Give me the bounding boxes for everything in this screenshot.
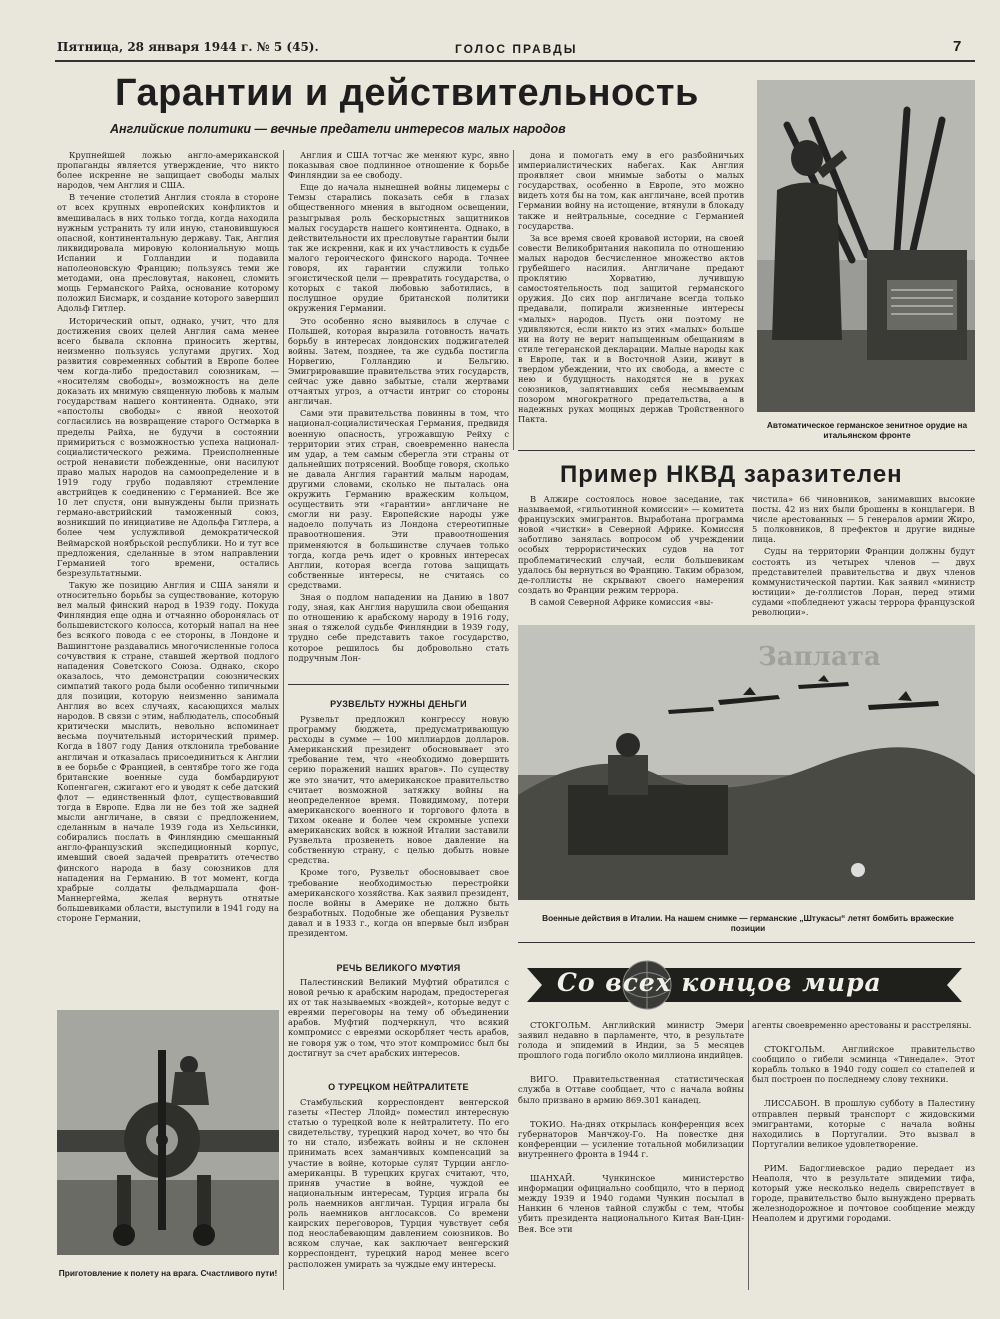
paragraph: Это особенно ясно выявилось в случае с Польшей, которая выразила готовность начать борьбу в интересах лондонских поджигателей войны. Затем, позднее, та же судьба постигла Норвегию, Голландию и Бельгию. Эмигрировавшие правительства этих государств, сейчас уже давно забытые, стали жертвами отчаятых угроз, а отчасти интриг со стороны англичан.	[288, 315, 509, 407]
mufti-article-body	[288, 977, 509, 1067]
masthead-date: Пятница, 28 января 1944 г. № 5 (45).	[57, 40, 319, 54]
news-item: ШАНХАЙ. Чункинское министерство информации официально сообщило, что в период между 1939 и 1940 годами Чункин посылал в Нанкин 6 членов тайной службы с тем, чтобы убить президента национального Китая Ван-Цин-Вея. Все эти	[518, 1173, 744, 1234]
nkvd-article-left-col	[518, 494, 744, 624]
column-rule	[283, 150, 284, 1290]
flak-gun-illustration	[757, 80, 975, 412]
mufti-article-title: РЕЧЬ ВЕЛИКОГО МУФТИЯ	[336, 963, 461, 973]
section-rule	[288, 684, 509, 685]
masthead-page-number: 7	[953, 38, 962, 55]
column-rule	[748, 1020, 749, 1290]
masthead-paper-name: ГОЛОС ПРАВДЫ	[455, 42, 578, 56]
flak-gun-photo	[757, 80, 975, 412]
main-article-subtitle: Английские политики — вечные предатели интересов малых народов	[110, 122, 566, 136]
world-news-right-col	[752, 1020, 975, 1290]
main-article-title: Гарантии и действительность	[115, 72, 699, 114]
roosevelt-article-body	[288, 714, 509, 956]
paragraph: Англия и США тотчас же меняют курс, явно показывая свое подлинное отношение к борьбе Финляндии за ее свободу.	[288, 150, 509, 181]
paragraph: Еще до начала нынешней войны лицемеры с Темзы старались показать себя в глазах общественного мнения в выгодном освещении, разыгрывая роль бескорыстных защитников малых государств нашего континента. Однако, в действительности их пресловутые гарантии были так же искренни, как и их участливость к судьбе малого героического финского народа. Точнее говоря, их гарантии служили только эгоистической цели — превратить государства, о которых с такой любовью заботились, в послушное орудие британской политики окружения Германии.	[288, 182, 509, 314]
turkey-article-body	[288, 1097, 509, 1290]
roosevelt-article-title: РУЗВЕЛЬТУ НУЖНЫ ДЕНЬГИ	[330, 699, 467, 709]
main-article-col1	[57, 150, 279, 1005]
paragraph: Кроме того, Рузвельт обосновывает свое требование необходимостью перестройки американского хозяйства. Как заявил президент, после войны в Америке не должно быть безработных. Подобные же обещания Рузвельт давал и в 1933 г., когда он впервые был избран президентом.	[288, 867, 509, 938]
paragraph: Суды на территории Франции должны будут состоять из четырех членов — двух представителей правительства и двух членов коммунистической партии. Как заявил «министр юстиции» де-голлистов Лоран, перед этими судами «побледнеют ужасы террора французской революции».	[752, 546, 975, 618]
news-item: СТОКГОЛЬМ. Английский министр Эмери заявил недавно в парламенте, что, в результате голода и эпидемий в Индии, за 5 месяцев прошлого года погибло около миллиона индийцев.	[518, 1020, 744, 1061]
paragraph: В самой Северной Африке комиссия «вы-	[530, 596, 714, 607]
paragraph: Такую же позицию Англия и США заняли и относительно борьбы за существование, которую вел малый финский народ в 1939 году. Покуда Финляндия еще одна и отчаянно оборонялась от большевистского колосса, который напал на нее без всякого повода с ее стороны, в Лондоне и Вашингтоне раздавались многочисленные голоса сочувствия к стране, ставшей жертвой подлого нападения Советского Союза. Однако, скоро оказалось, что демонстрации союзнических симпатий такого рода были особенно типичными для позиции, которую неизменно занимала Англия во всех случаях, касающихся малых народов. В связи с этим, наблюдатель, способный критически мыслить, невольно вспоминает весьма поучительный исторический пример. Когда в 1807 году Дания отклонила требование англичан и отказалась присоединиться к Англии в ее борьбе с Францией, в сентябре того же года британские военные суда бомбардируют Копенгаген, сжигают его и уводят к себе датский флот — единственный флот, существовавший тогда в Европе. Едва ли не без той же задней мысли англичане, в связи с предложением, сделанным в начале 1939 года из Хельсинки, собирались послать в Финляндию смешанный англо-французский экспедиционный корпус, имевший своей задачей превратить отечество финского народа в базу союзников для нападения на Германию. В тот момент, когда храбрые солдаты фельдмаршала фон-Маннергейма, желая вернуть отнятые большевиками области, выступили в 1941 году на стороне Германии,	[57, 579, 279, 924]
paragraph: дона и помогать ему в его разбойничьих империалистических набегах. Как Англия проявляет свои мнимые заботы о малых государствах, особенно в Европе, это можно видеть хотя бы на том, как англичане, всей против Германии войну на истощение, втянули в блокаду также и нейтральные, соседние с Германией государства.	[518, 150, 744, 231]
paragraph: Рузвельт предложил конгрессу новую программу бюджета, предусматривающую расходы в сумме — 100 миллиардов долларов. Американский президент обосновывает это требование тем, что «необходимо довершить серию поражений наших врагов». По существу же это значит, что американское правительство считает возможной затяжку войны на неопределенное время. Повидимому, потери американского военного и торгового флота в Тихом океане и более чем скромные успехи американских войск в южной Италии заставили Рузвельта прозвенеть новое давление на собственную страну, с целью добыть новые средства.	[288, 714, 509, 866]
news-item: РИМ. Бадоглиевское радио передает из Неаполя, что в результате эпидемии тифа, который уже несколько недель свирепствует в городе, правительство было вынуждено прервать железнодорожное и почтовое сообщение между Неаполем и другими городами.	[752, 1162, 975, 1224]
news-item: ВИГО. Правительственная статистическая служба в Оттаве сообщает, что с начала войны было призвано в армию 869.301 канадец.	[518, 1074, 744, 1105]
plane-preparation-photo	[57, 1010, 279, 1255]
paragraph: В течение столетий Англия стояла в стороне от всех крупных европейских конфликтов и вмешивалась в них только тогда, когда находила нужным устранить ту или иную, становившуюся опасной, континентальную державу. Так, Англия ликвидировала мировую колониальную мощь Испании и Голландии и подавила наполеоновскую Францию; пользуясь теми же методами, она пресловутая, наконец, сломить мощь Германского Райха, основание которому положил Бисмарк, и создание которого завершил Адольф Гитлер.	[57, 192, 279, 314]
plane-preparation-caption: Приготовление к полету на врага. Счастливого пути!	[58, 1268, 278, 1278]
italy-battle-illustration	[518, 625, 975, 900]
world-news-left-col	[518, 1020, 744, 1290]
world-news-banner	[517, 960, 972, 1010]
section-rule	[518, 942, 975, 943]
paragraph: Стамбульский корреспондент венгерской газеты «Пестер Ллойд» поместил интересную статью о турецкой воле к нейтралитету. По его свидетельству, турецкий народ хочет, во что бы то ни стало, избежать войны и не склонен принимать всех заманчивых компенсаций за участие в войне, которые сулят Турции англо-американцы. В турецких кругах считают, что, приняв участие в войне, чуждой ее национальным интересам, Турция играла бы роль наемников англичан. Турция играла бы роль наемников англосаксов. Со времени каирских переговоров, Турция чувствует себя под неослабевающим давлением союзников. Во всяком случае, как заключает венгерский корреспондент, турецкий народ менее всего расположен умирать за чуждые ему интересы.	[288, 1097, 509, 1269]
flak-gun-caption: Автоматическое германское зенитное орудие на итальянском фронте	[766, 420, 968, 440]
turkey-article-title: О ТУРЕЦКОМ НЕЙТРАЛИТЕТЕ	[328, 1082, 469, 1092]
main-article-col3	[518, 150, 744, 445]
news-item: СТОКГОЛЬМ. Английское правительство сообщило о гибели эсминца «Тинедале». Этот корабль только в 1940 году сошел со стапелей и был построен по последнему слову техники.	[752, 1044, 975, 1085]
paragraph: Крупнейшей ложью англо-американской пропаганды является утверждение, что никто более искренне не защищает свободы малых народов, чем Англия и США.	[57, 150, 279, 191]
paragraph: Зная о подлом нападении на Данию в 1807 году, зная, как Англия нарушила свои обещания по отношению к арабскому народу в 1916 году, зная о тяжелой судьбе Финляндии в 1939 году, трудно себе представить такое государство, которое решилось бы добровольно стать подручным Лон-	[288, 592, 509, 663]
section-rule	[518, 450, 975, 451]
world-news-banner-text: Со всех концов мира	[557, 968, 882, 997]
nkvd-article-right-col	[752, 494, 975, 624]
paragraph: Палестинский Великий Муфтий обратился с новой речью к арабским народам, предостерегая их от так называемых «вождей», которые ведут с евреями переговоры на тему об объединении арабов. Муфтий подчеркнул, что всякий компромисс с евреями оскорбляет честь арабов, не говоря уж о том, что этот компромисс был бы достигнут за счет арабских интересов.	[288, 977, 509, 1058]
paragraph: В Алжире состоялось новое заседание, так называемой, «гильотинной комиссии» — комитета французских эмигрантов. Выработана программа новой «чистки» в Северной Африке. Комиссия заботливо занялась вопросом об учреждении особых террористических судов на тот проблематический случай, если большевикам удалось бы вернуться во Францию. Таким образом, де-голлисты не скрывают своего намерения создать во Франции режим террора.	[518, 494, 744, 595]
paragraph: Сами эти правительства повинны в том, что национал-социалистическая Германия, предвидя военную опасность, угрожавшую Рейху с территории этих стран, своевременно нанесла им удар, а тем самым сберегла эти страны от дальнейших потрясений. Вообще говоря, сколько не давала Англия гарантий малым народам, другими словами, сколько не пыталась она окружить Германию вражеским кольцом, осуществить эти «гарантии» англичане не смогли ни разу. Европейские народы уже надоело получать из Лондона стереотипные правоотношения. Эти правоотношения применяются в большинстве случаев только тогда, когда речь идет о кровных интересах Англии, которая всегда готова защищать собственные интересы, не считаясь со средствами.	[288, 408, 509, 590]
masthead-rule	[55, 60, 975, 62]
plane-illustration	[57, 1010, 279, 1255]
column-rule	[513, 150, 514, 450]
italy-stukas-caption: Военные действия в Италии. На нашем снимке — германские „Штукасы“ летят бомбить вражеские позиции	[542, 913, 954, 933]
italy-stukas-photo	[518, 625, 975, 900]
paragraph: чистила» 66 чиновников, занимавших высокие посты. 42 из них были брошены в концлагери. В числе арестованных — 5 генералов армии Жиро, 5 полковников, 8 префектов и другие видные лица.	[752, 494, 975, 545]
paragraph: За все время своей кровавой истории, на своей совести Великобритания накопила по отношению малых народов бесчисленное множество актов грубейшего насилия. Англичане предают проклятию Хорватию, лучившую самостоятельность под защитой германского оружия. До сих пор англичане всегда только предавали, попирали жизненные интересы «малых» народов. Пусть они поэтому не удивляются, если никто из этих «малых» больше ни на йоту не верит напыщенным обещаниям в стиле тегеранской декларации. Малые народы как в Европе, так и в Восточной Азии, живут в твердом убеждении, что их свобода, а вместе с нею и будущность находятся не в руках союзников, запятнавших себя несмываемым позором многократного предательства, а в надежных руках мощных держав Тройственного Пакта.	[518, 232, 744, 425]
nkvd-article-title: Пример НКВД заразителен	[560, 461, 903, 488]
news-item: ТОКИО. На-днях открылась конференция всех губернаторов Манчжоу-Го. На повестке дня конференции — усиление тотальной мобилизации внутреннего фронта в 1944 г.	[518, 1118, 744, 1159]
photo-inset-lettering: Заплата	[758, 642, 881, 672]
main-article-col2	[288, 150, 509, 682]
news-item: агенты своевременно арестованы и расстреляны.	[752, 1020, 972, 1030]
paragraph: Исторический опыт, однако, учит, что для достижения своих целей Англия сама менее всего бывала склонна приносить жертвы, неизменно пользуясь услугами других. Ход развития современных событий в Европе более чем когда-либо предоставил союзникам, — «носителям свободы», возможность на деле доказать их мнимую священную любовь к малым государствам нашего континента. Однако, эти «апостолы свободы» с явной неохотой согласились на возвращение старого Остмарка в пределы Райха, не будучи в состоянии примириться с возможностью успеха национал-социалистического режима. Преисполненные острой ненависти побежденные, они насилуют право малых народов на самоопределение и в 1919 году грубо подавляют стремление австрийцев к соединению с Германией. Все же 10 лет спустя, они вынуждены были признать германо-австрийский таможенный союз, возникший по инициативе не Адольфа Гитлера, а более чем услужливой демократической Веймарской ноябрьской республики. Но и тут все предложения, сделанные в этом направлении Германией того времени, остались безрезультатными.	[57, 315, 279, 578]
news-item: ЛИССАБОН. В прошлую субботу в Палестину отправлен первый транспорт с жидовскими эмигрантами, которые с начала войны находились в Португалии. Это вызвал в Португалии великое удовлетворение.	[752, 1098, 975, 1149]
